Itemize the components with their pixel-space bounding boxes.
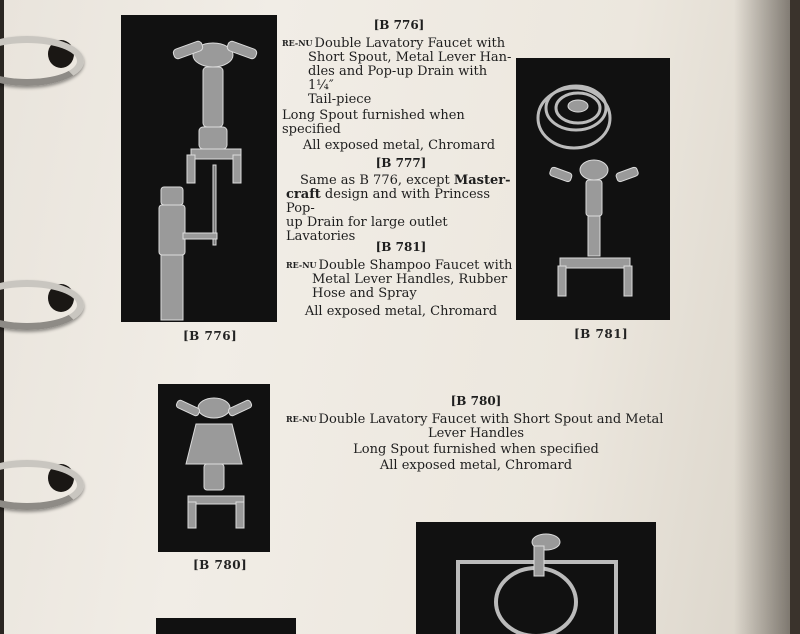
desc-note: Long Spout furnished when specified xyxy=(282,108,465,137)
faucet-b776-photo xyxy=(121,15,277,322)
desc-line: Metal Lever Handles, Rubber xyxy=(312,272,508,287)
caption-b781: [B 781] xyxy=(574,327,629,341)
item-b780-description xyxy=(286,394,666,473)
faucet-b780-photo xyxy=(158,384,270,552)
desc-line: Same as B 776, except xyxy=(300,173,454,188)
desc-note: Long Spout furnished when specified xyxy=(353,442,599,457)
desc-line: Tail-piece xyxy=(308,92,372,107)
renu-badge: RE-NU xyxy=(286,414,317,424)
desc-line: Short Spout, Metal Lever Han- xyxy=(308,50,512,65)
item-code: [B 776] xyxy=(373,18,425,32)
desc-line: design and with Princess Pop- xyxy=(286,187,490,216)
desc-note: All exposed metal, Chromard xyxy=(379,458,573,473)
desc-line: up Drain for large outlet Lavatories xyxy=(286,215,448,244)
fixture-partial-photo xyxy=(416,522,656,634)
desc-line: Double Shampoo Faucet with xyxy=(318,258,513,273)
item-b777-description xyxy=(286,156,516,244)
desc-bold: Master- xyxy=(453,173,511,188)
caption-b780: [B 780] xyxy=(193,558,248,572)
renu-badge: RE-NU xyxy=(286,260,317,270)
page-shadow xyxy=(734,0,794,634)
item-code: [B 777] xyxy=(375,156,427,170)
binder-ring xyxy=(0,272,78,324)
desc-line: Hose and Spray xyxy=(312,286,417,301)
binder-ring xyxy=(0,28,78,80)
caption-b776: [B 776] xyxy=(183,329,238,343)
desc-line: Double Lavatory Faucet with xyxy=(314,36,506,51)
item-b781-description xyxy=(286,240,516,319)
item-b776-description xyxy=(282,18,516,153)
binder-ring xyxy=(0,452,78,504)
partial-photo xyxy=(156,618,296,634)
desc-line: Double Lavatory Faucet with Short Spout and Metal xyxy=(318,412,664,427)
desc-note: All exposed metal, Chromard xyxy=(302,138,496,153)
desc-note: All exposed metal, Chromard xyxy=(304,304,498,319)
binder-edge xyxy=(790,0,800,634)
faucet-b781-photo xyxy=(516,58,670,320)
item-code: [B 781] xyxy=(375,240,427,254)
desc-line: dles and Pop-up Drain with 1¼″ xyxy=(308,64,488,93)
desc-bold: craft xyxy=(286,187,321,202)
renu-badge: RE-NU xyxy=(282,38,313,48)
desc-line: Lever Handles xyxy=(427,426,524,441)
item-code: [B 780] xyxy=(450,394,502,408)
